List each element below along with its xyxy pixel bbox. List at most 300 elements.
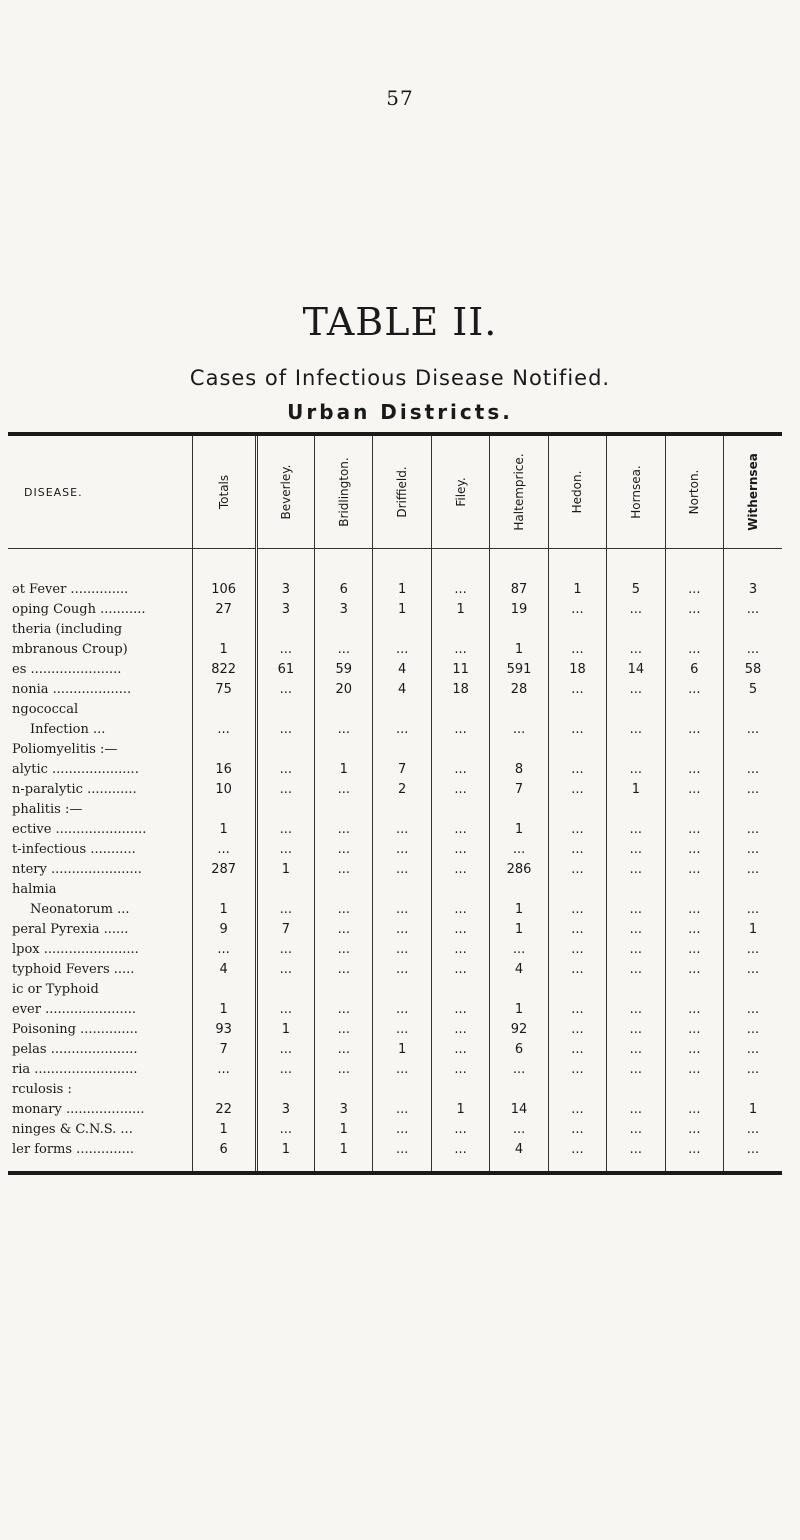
disease-table <box>8 436 782 1171</box>
disease-name-cell: alytic ..................... <box>8 757 192 777</box>
table-body <box>8 549 782 1172</box>
disease-name-cell: ic or Typhoid <box>8 977 192 997</box>
district-count-cell: ... <box>746 762 760 777</box>
district-count-cell <box>373 737 431 757</box>
district-count-cell: ... <box>256 677 314 697</box>
table-row <box>8 1117 782 1137</box>
district-count-cell: 3 <box>315 1097 373 1117</box>
district-count-cell <box>665 697 723 717</box>
district-count-cell: ... <box>256 937 314 957</box>
district-count-cell: 1 <box>748 922 758 937</box>
district-count-cell <box>724 737 782 757</box>
district-count-cell: 3 <box>256 597 314 617</box>
district-count-cell <box>548 797 606 817</box>
disease-column-header: DISEASE. <box>8 436 192 549</box>
district-count-cell <box>548 977 606 997</box>
district-count-cell <box>315 737 373 757</box>
district-count-cell: ... <box>665 857 723 877</box>
district-count-cell: ... <box>607 1037 665 1057</box>
disease-name-cell: mbranous Croup) <box>8 637 192 657</box>
district-count-cell: 28 <box>490 677 548 697</box>
district-count-cell: ... <box>256 1117 314 1137</box>
district-count-cell <box>665 737 723 757</box>
district-count-cell <box>665 877 723 897</box>
district-count-cell: ... <box>746 1122 760 1137</box>
table-row <box>8 997 782 1017</box>
district-count-cell: ... <box>431 897 489 917</box>
column-header-label: Hedon. <box>570 470 585 514</box>
disease-name-cell: n-paralytic ............ <box>8 777 192 797</box>
table-row <box>8 737 782 757</box>
district-count-cell: 286 <box>490 857 548 877</box>
district-count-cell <box>431 737 489 757</box>
district-count-cell: ... <box>256 637 314 657</box>
totals-cell: 287 <box>192 857 256 877</box>
district-count-cell: ... <box>431 777 489 797</box>
totals-cell <box>192 797 256 817</box>
table-row <box>8 1137 782 1171</box>
totals-cell: 1 <box>192 637 256 657</box>
district-count-cell: ... <box>607 957 665 977</box>
totals-cell: ... <box>192 1057 256 1077</box>
district-count-cell <box>607 1077 665 1097</box>
district-count-cell <box>315 797 373 817</box>
district-count-cell <box>548 737 606 757</box>
district-count-cell: 1 <box>315 1117 373 1137</box>
table-row <box>8 617 782 637</box>
district-count-cell <box>490 877 548 897</box>
table-row <box>8 657 782 677</box>
column-header-label: Haltemprice. <box>512 453 527 531</box>
disease-name-cell: ever ...................... <box>8 997 192 1017</box>
district-count-cell: 18 <box>548 657 606 677</box>
district-count-cell: 3 <box>748 582 758 597</box>
district-count-cell: ... <box>607 1097 665 1117</box>
district-count-cell: 19 <box>490 597 548 617</box>
table-row <box>8 637 782 657</box>
district-count-cell: ... <box>431 757 489 777</box>
district-count-cell: 1 <box>315 757 373 777</box>
disease-name-cell: Poisoning .............. <box>8 1017 192 1037</box>
district-count-cell <box>490 737 548 757</box>
table-row <box>8 957 782 977</box>
district-count-cell: 1 <box>490 917 548 937</box>
district-count-cell: ... <box>256 717 314 737</box>
district-count-cell <box>724 877 782 897</box>
district-count-cell: ... <box>665 937 723 957</box>
district-count-cell: ... <box>548 957 606 977</box>
totals-cell <box>192 737 256 757</box>
column-header-norton <box>665 436 723 549</box>
district-count-cell: ... <box>548 597 606 617</box>
district-count-cell <box>665 797 723 817</box>
district-count-cell: ... <box>665 1097 723 1117</box>
district-count-cell: ... <box>373 957 431 977</box>
district-count-cell: ... <box>665 717 723 737</box>
district-count-cell: ... <box>607 817 665 837</box>
district-count-cell <box>315 617 373 637</box>
column-header-withernsea <box>724 436 782 549</box>
totals-cell: 9 <box>192 917 256 937</box>
district-count-cell <box>431 1077 489 1097</box>
district-count-cell: ... <box>665 1117 723 1137</box>
district-count-cell: ... <box>548 757 606 777</box>
district-count-cell: ... <box>548 917 606 937</box>
district-count-cell: ... <box>373 1057 431 1077</box>
district-count-cell: ... <box>746 782 760 797</box>
table-row <box>8 777 782 797</box>
disease-name-cell: Infection ... <box>8 717 192 737</box>
district-count-cell: 59 <box>315 657 373 677</box>
district-count-cell <box>315 697 373 717</box>
totals-cell <box>192 617 256 637</box>
district-count-cell: ... <box>256 1057 314 1077</box>
column-header-label: Withernsea <box>746 453 760 531</box>
district-count-cell: 1 <box>490 897 548 917</box>
district-count-cell: 591 <box>490 657 548 677</box>
district-count-cell: ... <box>607 637 665 657</box>
district-count-cell: ... <box>665 897 723 917</box>
table-row <box>8 717 782 737</box>
district-count-cell: ... <box>548 937 606 957</box>
totals-cell: 93 <box>192 1017 256 1037</box>
district-count-cell: 4 <box>490 1137 548 1171</box>
totals-cell: 27 <box>192 597 256 617</box>
district-count-cell: ... <box>373 1017 431 1037</box>
district-count-cell: 1 <box>431 597 489 617</box>
table-row <box>8 1017 782 1037</box>
district-count-cell: ... <box>315 777 373 797</box>
district-count-cell: ... <box>431 957 489 977</box>
district-count-cell: ... <box>315 957 373 977</box>
district-count-cell: ... <box>607 1117 665 1137</box>
district-count-cell: 1 <box>256 1017 314 1037</box>
district-count-cell <box>548 617 606 637</box>
district-count-cell: ... <box>315 717 373 737</box>
totals-cell: 1 <box>192 817 256 837</box>
district-count-cell: ... <box>548 857 606 877</box>
totals-cell <box>192 877 256 897</box>
table-row <box>8 1037 782 1057</box>
district-count-cell: 8 <box>490 757 548 777</box>
district-count-cell: ... <box>431 1137 489 1171</box>
district-count-cell: ... <box>665 1017 723 1037</box>
district-count-cell: 7 <box>256 917 314 937</box>
district-count-cell: 1 <box>607 777 665 797</box>
district-count-cell: 3 <box>256 1097 314 1117</box>
district-count-cell <box>315 977 373 997</box>
district-count-cell: ... <box>548 817 606 837</box>
district-count-cell: 18 <box>431 677 489 697</box>
district-count-cell: ... <box>548 717 606 737</box>
district-count-cell: ... <box>256 757 314 777</box>
district-count-cell: ... <box>373 1097 431 1117</box>
totals-cell: 16 <box>192 757 256 777</box>
district-count-cell: ... <box>665 777 723 797</box>
district-count-cell: ... <box>665 637 723 657</box>
district-count-cell: 1 <box>256 1137 314 1171</box>
district-count-cell: 3 <box>256 549 314 598</box>
column-header-hedon <box>548 436 606 549</box>
district-count-cell: 6 <box>315 549 373 598</box>
district-count-cell: ... <box>607 917 665 937</box>
district-count-cell: ... <box>665 1037 723 1057</box>
column-header-driffield <box>373 436 431 549</box>
district-count-cell <box>490 617 548 637</box>
table-row <box>8 937 782 957</box>
district-count-cell: ... <box>490 717 548 737</box>
district-count-cell: ... <box>548 997 606 1017</box>
disease-name-cell: pelas ..................... <box>8 1037 192 1057</box>
table-row <box>8 877 782 897</box>
district-count-cell: ... <box>431 837 489 857</box>
district-count-cell: ... <box>746 1142 760 1157</box>
district-count-cell: ... <box>315 897 373 917</box>
district-count-cell: ... <box>746 1002 760 1017</box>
district-count-cell <box>431 697 489 717</box>
district-count-cell: 1 <box>373 1037 431 1057</box>
district-count-cell: ... <box>256 957 314 977</box>
district-count-cell: ... <box>373 837 431 857</box>
district-count-cell: ... <box>315 1017 373 1037</box>
district-count-cell <box>724 977 782 997</box>
district-count-cell: ... <box>373 1117 431 1137</box>
district-count-cell: ... <box>607 597 665 617</box>
district-count-cell: ... <box>607 837 665 857</box>
district-count-cell: ... <box>607 717 665 737</box>
district-count-cell: ... <box>490 937 548 957</box>
disease-name-cell: ntery ...................... <box>8 857 192 877</box>
column-header-filey <box>431 436 489 549</box>
district-count-cell <box>373 697 431 717</box>
totals-cell: 10 <box>192 777 256 797</box>
district-count-cell: ... <box>548 1137 606 1171</box>
table-row <box>8 597 782 617</box>
district-count-cell <box>724 797 782 817</box>
district-count-cell: ... <box>256 777 314 797</box>
disease-table-frame <box>8 432 782 1175</box>
district-count-cell: 5 <box>607 549 665 598</box>
totals-cell: 75 <box>192 677 256 697</box>
district-count-cell: ... <box>665 817 723 837</box>
disease-name-cell: rculosis : <box>8 1077 192 1097</box>
district-count-cell <box>490 797 548 817</box>
table-subtitle: Cases of Infectious Disease Notified. <box>189 366 611 390</box>
district-count-cell: ... <box>431 997 489 1017</box>
district-count-cell <box>256 697 314 717</box>
district-count-cell: 1 <box>373 597 431 617</box>
district-count-cell: ... <box>373 717 431 737</box>
district-count-cell: 4 <box>373 657 431 677</box>
district-count-cell <box>548 877 606 897</box>
district-count-cell: 1 <box>548 549 606 598</box>
district-count-cell <box>256 977 314 997</box>
district-count-cell <box>256 877 314 897</box>
district-count-cell: ... <box>315 817 373 837</box>
district-count-cell: ... <box>373 1137 431 1171</box>
disease-name-cell: ninges & C.N.S. ... <box>8 1117 192 1137</box>
district-count-cell <box>724 1077 782 1097</box>
disease-name-cell: es ...................... <box>8 657 192 677</box>
district-count-cell: 20 <box>315 677 373 697</box>
district-count-cell: ... <box>256 1037 314 1057</box>
district-count-cell: ... <box>746 602 760 617</box>
district-count-cell: ... <box>373 917 431 937</box>
district-count-cell: ... <box>373 817 431 837</box>
district-count-cell: ... <box>548 1037 606 1057</box>
district-count-cell: ... <box>665 1137 723 1171</box>
district-count-cell: ... <box>315 1057 373 1077</box>
disease-name-cell: phalitis :— <box>8 797 192 817</box>
district-count-cell: ... <box>746 902 760 917</box>
district-count-cell <box>724 697 782 717</box>
table-row <box>8 797 782 817</box>
district-count-cell: ... <box>431 549 489 598</box>
district-count-cell <box>373 797 431 817</box>
table-row <box>8 977 782 997</box>
district-count-cell: ... <box>746 862 760 877</box>
totals-cell <box>192 1077 256 1097</box>
district-count-cell: ... <box>315 937 373 957</box>
district-count-cell: ... <box>256 817 314 837</box>
district-count-cell: ... <box>373 997 431 1017</box>
table-row <box>8 817 782 837</box>
totals-cell: ... <box>192 717 256 737</box>
district-count-cell <box>490 977 548 997</box>
district-count-cell: 1 <box>256 857 314 877</box>
disease-name-cell: lpox ....................... <box>8 937 192 957</box>
district-count-cell <box>256 1077 314 1097</box>
district-count-cell: ... <box>431 817 489 837</box>
district-count-cell <box>665 977 723 997</box>
district-count-cell: 7 <box>490 777 548 797</box>
disease-name-cell: ective ...................... <box>8 817 192 837</box>
district-count-cell: ... <box>607 897 665 917</box>
district-count-cell: ... <box>607 1137 665 1171</box>
district-count-cell: 1 <box>490 817 548 837</box>
district-count-cell: ... <box>548 677 606 697</box>
district-count-cell <box>607 617 665 637</box>
district-count-cell: ... <box>490 837 548 857</box>
totals-cell: 6 <box>192 1137 256 1171</box>
table-row <box>8 757 782 777</box>
section-heading: Urban Districts. <box>287 400 513 424</box>
district-count-cell: ... <box>431 917 489 937</box>
table-row <box>8 697 782 717</box>
disease-name-cell: theria (including <box>8 617 192 637</box>
column-header-label: Beverley. <box>278 464 293 520</box>
district-count-cell <box>431 617 489 637</box>
district-count-cell <box>431 877 489 897</box>
district-count-cell: 1 <box>490 997 548 1017</box>
district-count-cell: ... <box>746 642 760 657</box>
disease-name-cell: monary ................... <box>8 1097 192 1117</box>
table-row <box>8 549 782 598</box>
district-count-cell: ... <box>256 837 314 857</box>
disease-name-cell: ria ......................... <box>8 1057 192 1077</box>
district-count-cell: ... <box>373 937 431 957</box>
district-count-cell: ... <box>665 957 723 977</box>
district-count-cell <box>315 1077 373 1097</box>
district-count-cell <box>607 977 665 997</box>
district-count-cell: 11 <box>431 657 489 677</box>
district-count-cell: ... <box>607 1057 665 1077</box>
district-count-cell: 61 <box>256 657 314 677</box>
district-count-cell: ... <box>746 1042 760 1057</box>
district-count-cell: ... <box>665 677 723 697</box>
district-count-cell: ... <box>665 597 723 617</box>
district-count-cell: 14 <box>490 1097 548 1117</box>
district-count-cell: ... <box>665 549 723 598</box>
table-row <box>8 677 782 697</box>
district-count-cell <box>665 617 723 637</box>
district-count-cell: ... <box>665 917 723 937</box>
column-header-totals <box>192 436 256 549</box>
district-count-cell <box>373 1077 431 1097</box>
district-count-cell: ... <box>746 1022 760 1037</box>
column-header-label: Bridlington. <box>336 457 351 527</box>
table-row <box>8 897 782 917</box>
totals-cell <box>192 977 256 997</box>
district-count-cell: ... <box>746 842 760 857</box>
district-count-cell <box>490 1077 548 1097</box>
district-count-cell: ... <box>373 637 431 657</box>
district-count-cell: ... <box>607 757 665 777</box>
district-count-cell: ... <box>548 777 606 797</box>
column-header-label: Norton. <box>687 469 702 515</box>
district-count-cell: ... <box>431 717 489 737</box>
district-count-cell: ... <box>746 822 760 837</box>
district-count-cell: ... <box>746 722 760 737</box>
column-header-label: Driffield. <box>395 466 410 518</box>
district-count-cell: 14 <box>607 657 665 677</box>
district-count-cell <box>315 877 373 897</box>
district-count-cell: 6 <box>490 1037 548 1057</box>
disease-name-cell: peral Pyrexia ...... <box>8 917 192 937</box>
district-count-cell: 5 <box>748 682 758 697</box>
district-count-cell: 7 <box>373 757 431 777</box>
district-count-cell: ... <box>665 757 723 777</box>
district-count-cell: ... <box>607 857 665 877</box>
totals-cell: 7 <box>192 1037 256 1057</box>
column-header-beverley <box>256 436 314 549</box>
district-count-cell <box>256 797 314 817</box>
district-count-cell: 1 <box>373 549 431 598</box>
totals-cell <box>192 697 256 717</box>
district-count-cell: ... <box>373 857 431 877</box>
district-count-cell: ... <box>607 1017 665 1037</box>
district-count-cell: ... <box>256 897 314 917</box>
totals-cell: ... <box>192 937 256 957</box>
district-count-cell: ... <box>315 857 373 877</box>
district-count-cell: ... <box>431 1117 489 1137</box>
totals-cell: 1 <box>192 1117 256 1137</box>
district-count-cell <box>373 977 431 997</box>
table-row <box>8 1077 782 1097</box>
district-count-cell: ... <box>548 1017 606 1037</box>
column-header-hornsea <box>607 436 665 549</box>
table-row <box>8 857 782 877</box>
district-count-cell: ... <box>665 837 723 857</box>
district-count-cell: 4 <box>373 677 431 697</box>
column-header-label: Totals <box>216 474 231 510</box>
table-row <box>8 1097 782 1117</box>
district-count-cell: 1 <box>431 1097 489 1117</box>
district-count-cell: ... <box>665 997 723 1017</box>
district-count-cell: ... <box>315 637 373 657</box>
district-count-cell: ... <box>746 962 760 977</box>
column-header-bridlington <box>315 436 373 549</box>
